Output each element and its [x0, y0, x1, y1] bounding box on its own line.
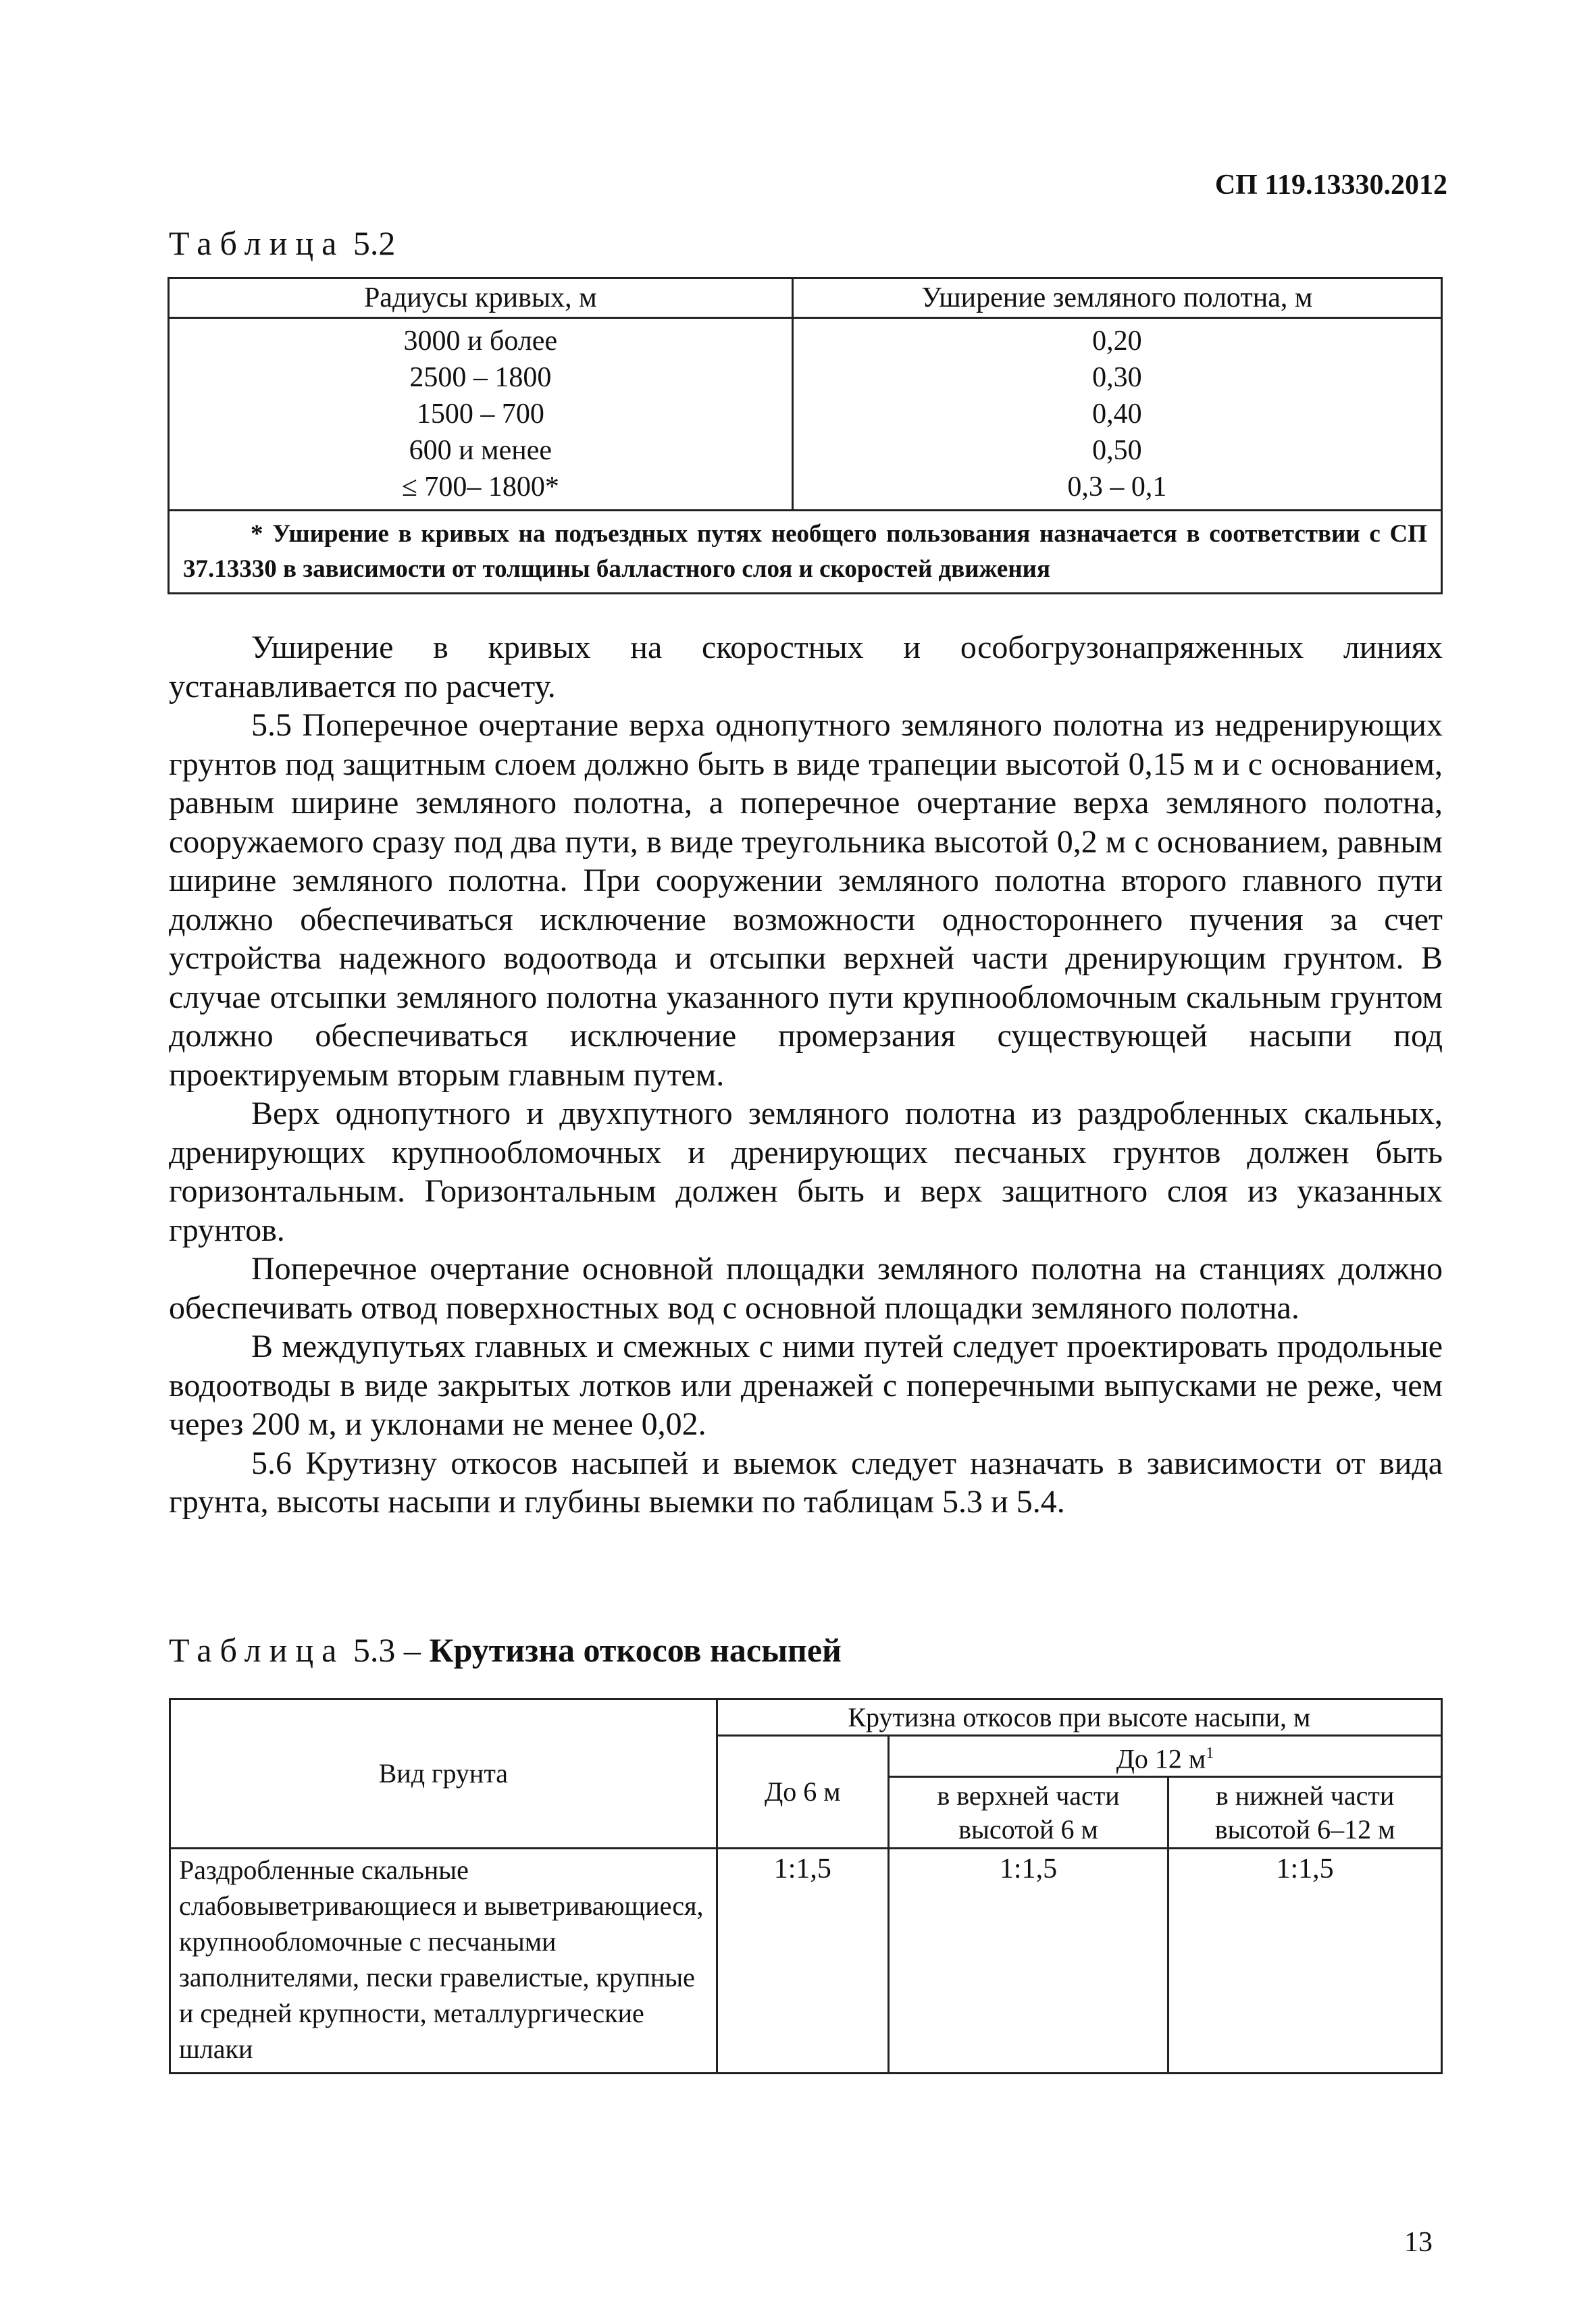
widening-value: 0,20 — [1092, 326, 1142, 357]
paragraph: Уширение в кривых на скоростных и особогрузонапряженных линиях устанавливается по расчету. — [169, 629, 1443, 704]
page-number: 13 — [1404, 2227, 1433, 2258]
value-cell: 1:1,5 — [1168, 1849, 1442, 2074]
table-5-3 — [169, 1698, 1443, 2074]
paragraph: В междупутьях главных и смежных с ними путей следует проектировать продольные водоотводы в виде закрытых лотков или дренажей с поперечными выпусками не реже, чем через 200 м, и уклонами не менее 0,02. — [169, 1329, 1443, 1442]
widening-cell — [792, 318, 1441, 511]
column-header-widening: Уширение земляного полотна, м — [792, 278, 1441, 318]
table-footnote — [169, 511, 1442, 594]
caption-title: Крутизна откосов насыпей — [429, 1631, 842, 1669]
widening-value: 0,50 — [1092, 435, 1142, 466]
widening-value: 0,40 — [1092, 398, 1142, 430]
header-up-to-6: До 6 м — [717, 1736, 888, 1849]
caption-dash: – — [395, 1631, 430, 1669]
header-up-to-12: До 12 $м^1$ — [888, 1736, 1441, 1777]
radius-value: 600 и менее — [409, 435, 552, 466]
header-steepness: Крутизна откосов при высоте насыпи, м — [717, 1699, 1441, 1736]
radius-value: 2500 – 1800 — [409, 362, 552, 393]
caption-number: 5.2 — [353, 224, 396, 262]
paragraph: Верх однопутного и двухпутного земляного полотна из раздробленных скальных, дренирующих крупнообломочных и дренирующих песчаных грунтов должен быть горизонтальным. Горизонтальным должен быть и верх защитного слоя из указанных грунтов. — [169, 1096, 1443, 1248]
caption-word: Таблица — [169, 1631, 345, 1669]
caption-word: Таблица — [169, 224, 345, 262]
soil-type-cell: Раздробленные скальные слабовыветривающиеся и выветривающиеся, крупнообломочные с песчаными заполнителями, пески гравелистые, крупные и средней крупности, металлургические шлаки — [170, 1849, 717, 2074]
header-upper-part: в верхней части высотой 6 м — [888, 1777, 1168, 1849]
table-5-3-caption — [169, 1633, 842, 1667]
paragraph: 5.5 Поперечное очертание верха однопутного земляного полотна из недренирующих грунтов под защитным слоем должно быть в виде трапеции высотой 0,15 м и с основанием, равным ширине земляного полотна, а поперечное очертание верха земляного полотна, сооружаемого сразу под два пути, в виде треугольника высотой 0,2 м с основанием, равным ширине земляного полотна. При сооружении земляного полотна второго главного пути должно обеспечиваться исключение возможности одностороннего пучения за счет устройства надежного водоотвода и отсыпки верхней части дренирующим грунтом. В случае отсыпки земляного полотна указанного пути крупнообломочным скальным грунтом должно обеспечиваться исключение промерзания существующей насыпи под проектируемым вторым главным путем. — [169, 707, 1443, 1093]
main-text — [169, 628, 1443, 1522]
value-cell: 1:1,5 — [717, 1849, 888, 2074]
radius-value: 1500 – 700 — [416, 398, 544, 430]
table-5-2-caption — [169, 226, 395, 260]
value-cell: 1:1,5 — [888, 1849, 1168, 2074]
radius-value: 3000 и более — [403, 326, 558, 357]
widening-value: 0,30 — [1092, 362, 1142, 393]
paragraph: Поперечное очертание основной площадки земляного полотна на станциях должно обеспечивать отвод поверхностных вод с основной площадки земляного полотна. — [169, 1251, 1443, 1326]
doc-code: СП 119.13330.2012 — [1214, 170, 1447, 201]
column-header-radii: Радиусы кривых, м — [169, 278, 793, 318]
footnote-text: * Уширение в кривых на подъездных путях необщего пользования назначается в соответствии с СП 37.13330 в зависимости от толщины балластного слоя и скоростей движения — [183, 520, 1427, 583]
header-lower-part: в нижней части высотой 6–12 м — [1168, 1777, 1442, 1849]
caption-number: 5.3 — [353, 1631, 396, 1669]
table-row — [170, 1849, 1442, 2074]
table-5-2 — [168, 277, 1443, 594]
paragraph: 5.6 Крутизну откосов насыпей и выемок следует назначать в зависимости от вида грунта, высоты насыпи и глубины выемки по таблицам 5.3 и 5.4. — [169, 1445, 1443, 1520]
widening-value: 0,3 – 0,1 — [1067, 471, 1167, 503]
radius-value: ≤ 700– 1800* — [401, 471, 559, 503]
radii-cell — [169, 318, 793, 511]
header-soil-type: Вид грунта — [170, 1699, 717, 1849]
footnote-marker: 1 — [1206, 1745, 1214, 1762]
